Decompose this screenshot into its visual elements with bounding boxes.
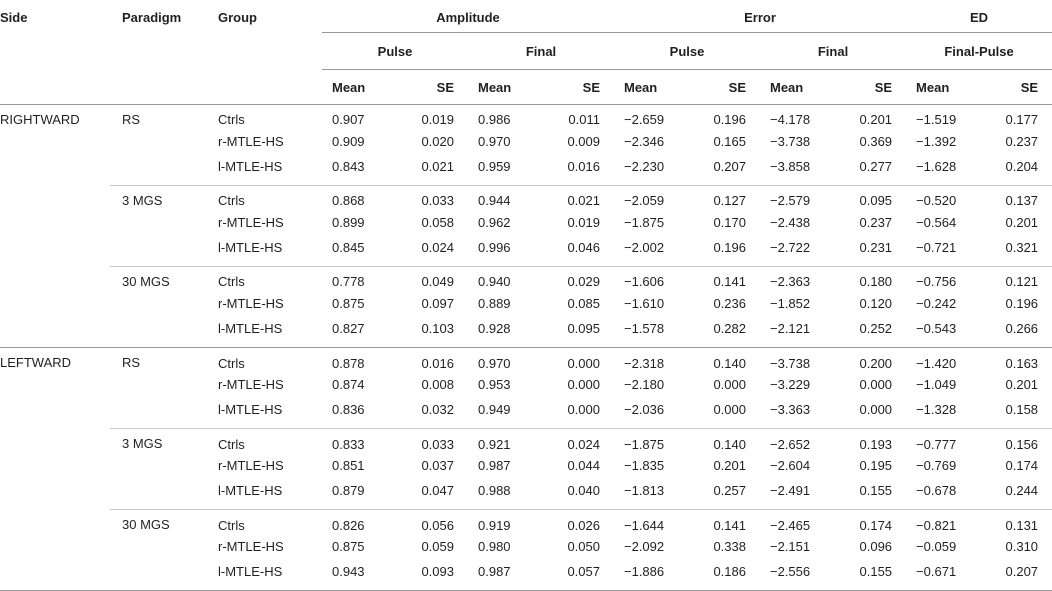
mean-value: −2.346 bbox=[624, 134, 665, 150]
mean-value: 0.919 bbox=[468, 510, 541, 535]
paradigm-empty-cell bbox=[110, 398, 214, 429]
se-value: 0.097 bbox=[421, 296, 454, 312]
se-value: 0.244 bbox=[1005, 482, 1039, 498]
header-mean: Mean bbox=[614, 70, 687, 105]
mean-value: 0.921 bbox=[468, 429, 541, 454]
mean-value: −1.813 bbox=[624, 482, 665, 498]
se-value: 0.266 bbox=[1005, 320, 1039, 336]
mean-value: 0.826 bbox=[322, 510, 395, 535]
mean-value: −1.519 bbox=[906, 105, 979, 130]
mean-value: −2.230 bbox=[624, 158, 665, 174]
paradigm-empty-cell bbox=[110, 154, 214, 185]
se-value: 0.131 bbox=[979, 510, 1052, 535]
table-row bbox=[0, 267, 1052, 292]
se-value: 0.237 bbox=[1005, 134, 1039, 150]
mean-value: 0.943 bbox=[322, 560, 395, 591]
table-row bbox=[0, 373, 1052, 398]
se-value: 0.009 bbox=[567, 134, 600, 150]
header-ed-final-pulse: Final-Pulse bbox=[906, 33, 1052, 70]
mean-value: 0.970 bbox=[468, 348, 541, 373]
se-value: 0.093 bbox=[395, 560, 468, 591]
table-row bbox=[0, 454, 1052, 479]
se-value: 0.032 bbox=[421, 401, 454, 417]
group-label: Ctrls bbox=[214, 348, 322, 373]
se-value: 0.000 bbox=[567, 401, 600, 417]
mean-value: −2.604 bbox=[770, 458, 811, 474]
mean-value: −1.392 bbox=[916, 134, 957, 150]
mean-value: −1.049 bbox=[916, 377, 957, 393]
side-empty-cell bbox=[0, 317, 110, 348]
mean-value: 0.928 bbox=[478, 320, 511, 336]
se-value: 0.120 bbox=[859, 296, 893, 312]
mean-value: −0.671 bbox=[906, 560, 979, 591]
header-se: SE bbox=[541, 70, 614, 105]
side-empty-cell bbox=[0, 267, 110, 292]
mean-value: 0.944 bbox=[468, 186, 541, 211]
header-error: Error bbox=[744, 9, 776, 25]
se-value: 0.033 bbox=[395, 186, 468, 211]
mean-value: 0.899 bbox=[332, 215, 365, 231]
paradigm-empty-cell bbox=[110, 235, 214, 266]
se-value: 0.058 bbox=[421, 215, 454, 231]
mean-value: 0.874 bbox=[332, 377, 365, 393]
se-value: 0.026 bbox=[541, 510, 614, 535]
mean-value: −3.858 bbox=[770, 158, 811, 174]
header-mean: Mean bbox=[468, 70, 541, 105]
se-value: 0.156 bbox=[979, 429, 1052, 454]
se-value: 0.174 bbox=[1005, 458, 1039, 474]
mean-value: −2.318 bbox=[614, 348, 687, 373]
mean-value: −0.059 bbox=[916, 539, 957, 555]
paradigm-label: 30 MGS bbox=[110, 267, 214, 292]
se-value: 0.095 bbox=[833, 186, 906, 211]
se-value: 0.096 bbox=[859, 539, 893, 555]
mean-value: 0.868 bbox=[322, 186, 395, 211]
table-body bbox=[0, 105, 1052, 591]
se-value: 0.369 bbox=[859, 134, 893, 150]
mean-value: −1.628 bbox=[916, 158, 957, 174]
se-value: 0.137 bbox=[979, 186, 1052, 211]
se-value: 0.000 bbox=[713, 377, 746, 393]
se-value: 0.008 bbox=[421, 377, 454, 393]
se-value: 0.196 bbox=[713, 239, 746, 255]
se-value: 0.338 bbox=[713, 539, 746, 555]
se-value: 0.201 bbox=[1005, 215, 1039, 231]
mean-value: 0.953 bbox=[478, 377, 511, 393]
mean-value: 0.970 bbox=[478, 134, 511, 150]
se-value: 0.059 bbox=[421, 539, 454, 555]
side-empty-cell bbox=[0, 454, 110, 479]
header-ed: ED bbox=[970, 9, 989, 25]
table-row bbox=[0, 348, 1052, 373]
mean-value: 0.980 bbox=[478, 539, 511, 555]
paradigm-label: 3 MGS bbox=[110, 186, 214, 211]
side-empty-cell bbox=[0, 235, 110, 266]
group-label: r-MTLE-HS bbox=[218, 296, 284, 312]
group-label: Ctrls bbox=[214, 186, 322, 211]
se-value: 0.201 bbox=[713, 458, 746, 474]
header-se: SE bbox=[979, 70, 1052, 105]
mean-value: 0.827 bbox=[332, 320, 365, 336]
mean-value: −3.363 bbox=[770, 401, 811, 417]
group-label: r-MTLE-HS bbox=[218, 539, 284, 555]
mean-value: −2.036 bbox=[624, 401, 665, 417]
mean-value: 0.879 bbox=[332, 482, 365, 498]
mean-value: 0.878 bbox=[322, 348, 395, 373]
mean-value: 0.889 bbox=[478, 296, 511, 312]
group-label: Ctrls bbox=[214, 429, 322, 454]
paradigm-empty-cell bbox=[110, 560, 214, 591]
group-label: l-MTLE-HS bbox=[218, 239, 283, 255]
se-value: 0.037 bbox=[421, 458, 454, 474]
mean-value: −1.578 bbox=[624, 320, 665, 336]
mean-value: 0.907 bbox=[322, 105, 395, 130]
paradigm-empty-cell bbox=[110, 292, 214, 317]
se-value: 0.277 bbox=[859, 158, 893, 174]
se-value: 0.257 bbox=[713, 482, 746, 498]
se-value: 0.174 bbox=[833, 510, 906, 535]
se-value: 0.046 bbox=[567, 239, 600, 255]
se-value: 0.141 bbox=[687, 510, 760, 535]
header-row-2 bbox=[0, 33, 1052, 70]
se-value: 0.193 bbox=[833, 429, 906, 454]
mean-value: −2.659 bbox=[614, 105, 687, 130]
group-label: r-MTLE-HS bbox=[218, 377, 284, 393]
se-value: 0.321 bbox=[1005, 239, 1039, 255]
header-amp-pulse: Pulse bbox=[322, 33, 468, 70]
mean-value: −2.002 bbox=[624, 239, 665, 255]
mean-value: 0.843 bbox=[332, 158, 365, 174]
header-mean: Mean bbox=[906, 70, 979, 105]
se-value: 0.127 bbox=[687, 186, 760, 211]
mean-value: −3.738 bbox=[760, 348, 833, 373]
side-label: LEFTWARD bbox=[0, 348, 110, 373]
se-value: 0.029 bbox=[541, 267, 614, 292]
se-value: 0.177 bbox=[979, 105, 1052, 130]
mean-value: −2.092 bbox=[624, 539, 665, 555]
mean-value: 0.845 bbox=[332, 239, 365, 255]
mean-value: 0.996 bbox=[478, 239, 511, 255]
group-label: l-MTLE-HS bbox=[214, 560, 322, 591]
table-row bbox=[0, 154, 1052, 185]
side-empty-cell bbox=[0, 186, 110, 211]
se-value: 0.019 bbox=[395, 105, 468, 130]
se-value: 0.103 bbox=[421, 320, 454, 336]
header-side: Side bbox=[0, 9, 28, 25]
header-se: SE bbox=[395, 70, 468, 105]
side-empty-cell bbox=[0, 292, 110, 317]
mean-value: −1.606 bbox=[614, 267, 687, 292]
se-value: 0.158 bbox=[1005, 401, 1039, 417]
se-value: 0.050 bbox=[567, 539, 600, 555]
se-value: 0.155 bbox=[859, 482, 893, 498]
group-label: l-MTLE-HS bbox=[218, 320, 283, 336]
se-value: 0.000 bbox=[567, 377, 600, 393]
se-value: 0.282 bbox=[713, 320, 746, 336]
se-value: 0.204 bbox=[1005, 158, 1039, 174]
side-empty-cell bbox=[0, 211, 110, 236]
se-value: 0.155 bbox=[833, 560, 906, 591]
se-value: 0.000 bbox=[859, 377, 893, 393]
se-value: 0.186 bbox=[687, 560, 760, 591]
se-value: 0.207 bbox=[713, 158, 746, 174]
se-value: 0.047 bbox=[421, 482, 454, 498]
mean-value: −1.328 bbox=[916, 401, 957, 417]
se-value: 0.095 bbox=[567, 320, 600, 336]
group-label: Ctrls bbox=[214, 105, 322, 130]
side-empty-cell bbox=[0, 510, 110, 535]
header-amplitude: Amplitude bbox=[436, 9, 500, 25]
group-label: r-MTLE-HS bbox=[218, 458, 284, 474]
mean-value: −1.875 bbox=[624, 215, 665, 231]
mean-value: −2.059 bbox=[614, 186, 687, 211]
header-paradigm: Paradigm bbox=[122, 9, 182, 25]
group-label: l-MTLE-HS bbox=[218, 158, 283, 174]
se-value: 0.170 bbox=[713, 215, 746, 231]
mean-value: −1.644 bbox=[614, 510, 687, 535]
paradigm-empty-cell bbox=[110, 535, 214, 560]
se-value: 0.024 bbox=[541, 429, 614, 454]
mean-value: −1.610 bbox=[624, 296, 665, 312]
se-value: 0.163 bbox=[979, 348, 1052, 373]
paradigm-empty-cell bbox=[110, 317, 214, 348]
side-empty-cell bbox=[0, 560, 110, 591]
side-empty-cell bbox=[0, 429, 110, 454]
se-value: 0.020 bbox=[421, 134, 454, 150]
se-value: 0.237 bbox=[859, 215, 893, 231]
mean-value: −4.178 bbox=[760, 105, 833, 130]
paradigm-empty-cell bbox=[110, 130, 214, 155]
se-value: 0.121 bbox=[979, 267, 1052, 292]
mean-value: −3.229 bbox=[770, 377, 811, 393]
se-value: 0.165 bbox=[713, 134, 746, 150]
mean-value: −1.886 bbox=[614, 560, 687, 591]
se-value: 0.196 bbox=[1005, 296, 1039, 312]
se-value: 0.019 bbox=[567, 215, 600, 231]
header-err-final: Final bbox=[760, 33, 906, 70]
mean-value: −0.242 bbox=[916, 296, 957, 312]
mean-value: −2.465 bbox=[760, 510, 833, 535]
mean-value: 0.833 bbox=[322, 429, 395, 454]
se-value: 0.180 bbox=[833, 267, 906, 292]
se-value: 0.231 bbox=[859, 239, 893, 255]
header-amp-final: Final bbox=[468, 33, 614, 70]
header-row-1 bbox=[0, 0, 1052, 33]
se-value: 0.201 bbox=[833, 105, 906, 130]
mean-value: −3.738 bbox=[770, 134, 811, 150]
table-row bbox=[0, 186, 1052, 211]
mean-value: −0.777 bbox=[906, 429, 979, 454]
table-row bbox=[0, 398, 1052, 429]
se-value: 0.195 bbox=[859, 458, 893, 474]
se-value: 0.201 bbox=[1005, 377, 1039, 393]
mean-value: 0.949 bbox=[478, 401, 511, 417]
mean-value: 0.778 bbox=[322, 267, 395, 292]
table-row bbox=[0, 479, 1052, 510]
paradigm-label: RS bbox=[110, 105, 214, 130]
mean-value: 0.986 bbox=[468, 105, 541, 130]
se-value: 0.000 bbox=[713, 401, 746, 417]
header-group: Group bbox=[218, 9, 257, 25]
mean-value: −2.556 bbox=[760, 560, 833, 591]
paradigm-label: 30 MGS bbox=[110, 510, 214, 535]
paradigm-empty-cell bbox=[110, 211, 214, 236]
header-row-3 bbox=[0, 70, 1052, 105]
se-value: 0.236 bbox=[713, 296, 746, 312]
mean-value: −0.756 bbox=[906, 267, 979, 292]
se-value: 0.196 bbox=[687, 105, 760, 130]
table-row bbox=[0, 535, 1052, 560]
paradigm-empty-cell bbox=[110, 373, 214, 398]
group-label: l-MTLE-HS bbox=[218, 401, 283, 417]
header-err-pulse: Pulse bbox=[614, 33, 760, 70]
mean-value: −2.121 bbox=[770, 320, 811, 336]
paradigm-label: 3 MGS bbox=[110, 429, 214, 454]
se-value: 0.000 bbox=[541, 348, 614, 373]
mean-value: −2.652 bbox=[760, 429, 833, 454]
se-value: 0.085 bbox=[567, 296, 600, 312]
se-value: 0.056 bbox=[395, 510, 468, 535]
se-value: 0.140 bbox=[687, 429, 760, 454]
se-value: 0.021 bbox=[421, 158, 454, 174]
mean-value: 0.909 bbox=[332, 134, 365, 150]
table-row bbox=[0, 235, 1052, 266]
side-empty-cell bbox=[0, 479, 110, 510]
mean-value: −2.180 bbox=[624, 377, 665, 393]
se-value: 0.252 bbox=[859, 320, 893, 336]
se-value: 0.049 bbox=[395, 267, 468, 292]
mean-value: −0.821 bbox=[906, 510, 979, 535]
mean-value: −2.363 bbox=[760, 267, 833, 292]
mean-value: −0.721 bbox=[916, 239, 957, 255]
mean-value: −0.564 bbox=[916, 215, 957, 231]
mean-value: −1.852 bbox=[770, 296, 811, 312]
se-value: 0.016 bbox=[567, 158, 600, 174]
mean-value: 0.875 bbox=[332, 539, 365, 555]
side-empty-cell bbox=[0, 398, 110, 429]
paradigm-label: RS bbox=[110, 348, 214, 373]
table-row bbox=[0, 429, 1052, 454]
se-value: 0.016 bbox=[395, 348, 468, 373]
group-label: Ctrls bbox=[214, 510, 322, 535]
se-value: 0.011 bbox=[541, 105, 614, 130]
mean-value: −0.520 bbox=[906, 186, 979, 211]
side-empty-cell bbox=[0, 130, 110, 155]
group-label: r-MTLE-HS bbox=[218, 134, 284, 150]
se-value: 0.141 bbox=[687, 267, 760, 292]
mean-value: −1.420 bbox=[906, 348, 979, 373]
mean-value: −2.722 bbox=[770, 239, 811, 255]
table-row bbox=[0, 211, 1052, 236]
mean-value: −2.579 bbox=[760, 186, 833, 211]
table-row bbox=[0, 292, 1052, 317]
header-se: SE bbox=[687, 70, 760, 105]
mean-value: −0.678 bbox=[916, 482, 957, 498]
mean-value: 0.959 bbox=[478, 158, 511, 174]
mean-value: 0.836 bbox=[332, 401, 365, 417]
se-value: 0.040 bbox=[567, 482, 600, 498]
mean-value: −2.151 bbox=[770, 539, 811, 555]
group-label: Ctrls bbox=[214, 267, 322, 292]
mean-value: −2.491 bbox=[770, 482, 811, 498]
mean-value: −1.875 bbox=[614, 429, 687, 454]
mean-value: 0.851 bbox=[332, 458, 365, 474]
side-label: RIGHTWARD bbox=[0, 105, 110, 130]
group-label: l-MTLE-HS bbox=[218, 482, 283, 498]
header-se: SE bbox=[833, 70, 906, 105]
se-value: 0.200 bbox=[833, 348, 906, 373]
header-mean: Mean bbox=[760, 70, 833, 105]
side-empty-cell bbox=[0, 535, 110, 560]
se-value: 0.000 bbox=[859, 401, 893, 417]
se-value: 0.140 bbox=[687, 348, 760, 373]
se-value: 0.310 bbox=[1005, 539, 1039, 555]
table-row bbox=[0, 130, 1052, 155]
mean-value: −1.835 bbox=[624, 458, 665, 474]
se-value: 0.207 bbox=[979, 560, 1052, 591]
se-value: 0.024 bbox=[421, 239, 454, 255]
se-value: 0.044 bbox=[567, 458, 600, 474]
se-value: 0.021 bbox=[541, 186, 614, 211]
table-row bbox=[0, 510, 1052, 535]
mean-value: 0.875 bbox=[332, 296, 365, 312]
table-row bbox=[0, 560, 1052, 591]
paradigm-empty-cell bbox=[110, 479, 214, 510]
table-row bbox=[0, 105, 1052, 130]
mean-value: 0.962 bbox=[478, 215, 511, 231]
header-mean: Mean bbox=[322, 70, 395, 105]
table-row bbox=[0, 317, 1052, 348]
mean-value: −0.769 bbox=[916, 458, 957, 474]
mean-value: 0.987 bbox=[468, 560, 541, 591]
side-empty-cell bbox=[0, 373, 110, 398]
mean-value: 0.988 bbox=[478, 482, 511, 498]
side-empty-cell bbox=[0, 154, 110, 185]
mean-value: 0.940 bbox=[468, 267, 541, 292]
mean-value: −0.543 bbox=[916, 320, 957, 336]
se-value: 0.033 bbox=[395, 429, 468, 454]
mean-value: 0.987 bbox=[478, 458, 511, 474]
paradigm-empty-cell bbox=[110, 454, 214, 479]
se-value: 0.057 bbox=[541, 560, 614, 591]
mean-value: −2.438 bbox=[770, 215, 811, 231]
group-label: r-MTLE-HS bbox=[218, 215, 284, 231]
